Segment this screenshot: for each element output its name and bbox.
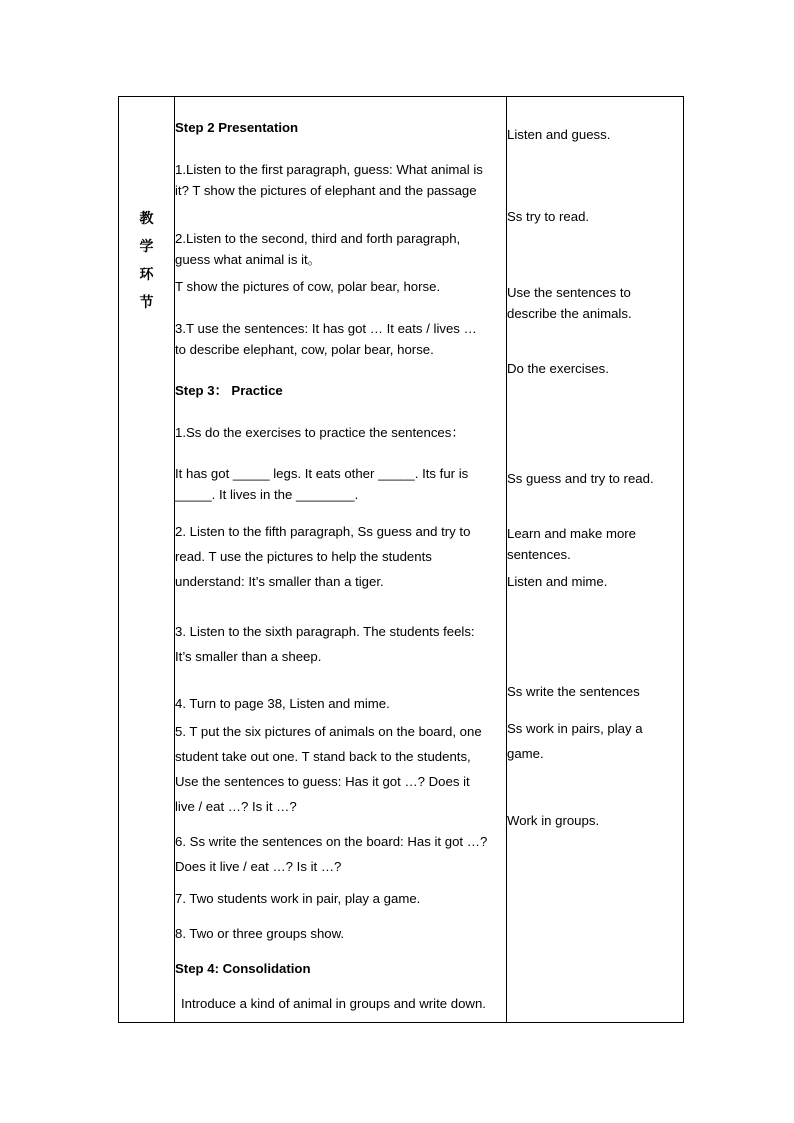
- activity-9: [507, 716, 683, 766]
- step2-heading: Step 2 Presentation: [175, 120, 299, 135]
- text-line: Does it live / eat …? Is it …?: [175, 859, 342, 874]
- section-char: 环: [139, 267, 154, 283]
- step3-item-2: [175, 519, 506, 594]
- step3-item-5: [175, 719, 506, 819]
- section-char: 教: [139, 211, 154, 227]
- step3-item-4: 4. Turn to page 38, Listen and mime.: [175, 696, 390, 711]
- step3-item-8: 8. Two or three groups show.: [175, 926, 345, 941]
- section-char: 节: [139, 295, 154, 311]
- activity-2: Ss try to read.: [507, 209, 590, 224]
- text-line: it? T show the pictures of elephant and the passage: [175, 182, 477, 198]
- text-line: 5. T put the six pictures of animals on the board, one: [175, 724, 482, 739]
- step2-item-3: [175, 319, 506, 360]
- step2-item-1: [175, 160, 506, 201]
- text-line: describe the animals.: [507, 305, 632, 321]
- text-line: It’s smaller than a sheep.: [175, 649, 322, 664]
- step4-item: Introduce a kind of animal in groups and write down.: [181, 996, 486, 1011]
- text-line: sentences.: [507, 546, 571, 562]
- step4-heading: Step 4: Consolidation: [175, 961, 311, 976]
- step3-item-6: [175, 829, 506, 879]
- text-line: read. T use the pictures to help the students: [175, 549, 432, 564]
- activity-7: Listen and mime.: [507, 574, 608, 589]
- step3-heading: Step 3： Practice: [175, 383, 283, 398]
- activity-1: Listen and guess.: [507, 127, 611, 142]
- text-line: 3. Listen to the sixth paragraph. The students feels:: [175, 624, 475, 639]
- activity-6: [507, 524, 683, 565]
- text-line: Use the sentences to: [507, 285, 631, 300]
- lesson-table: [118, 96, 684, 1023]
- text-line: _____. It lives in the ________.: [175, 486, 359, 502]
- text-line: 2. Listen to the fifth paragraph, Ss guess and try to: [175, 524, 471, 539]
- activity-5: Ss guess and try to read.: [507, 471, 654, 486]
- text-line: student take out one. T stand back to the students,: [175, 749, 471, 764]
- step2-item-2-note: T show the pictures of cow, polar bear, horse.: [175, 279, 441, 294]
- step3-item-3: [175, 619, 506, 669]
- text-line: to describe elephant, cow, polar bear, horse.: [175, 341, 434, 357]
- text-line: 6. Ss write the sentences on the board: Has it got …?: [175, 834, 488, 849]
- text-line: 1.Listen to the first paragraph, guess: What animal is: [175, 162, 483, 177]
- activity-3: [507, 283, 683, 324]
- activity-4: Do the exercises.: [507, 361, 609, 376]
- text-line: live / eat …? Is it …?: [175, 799, 297, 814]
- text-line: game.: [507, 746, 544, 761]
- text-line: Use the sentences to guess: Has it got …? Does it: [175, 774, 470, 789]
- text-line: guess what animal is it。: [175, 251, 321, 267]
- activity-10: Work in groups.: [507, 813, 600, 828]
- step3-item-1: 1.Ss do the exercises to practice the sentences：: [175, 425, 465, 440]
- step3-item-1-exercise: [175, 464, 506, 505]
- text-line: It has got _____ legs. It eats other _____. Its fur is: [175, 466, 469, 481]
- section-char: 学: [139, 239, 154, 255]
- text-line: Learn and make more: [507, 526, 637, 541]
- text-line: 2.Listen to the second, third and forth paragraph,: [175, 231, 461, 246]
- section-label-cell: [119, 205, 174, 317]
- text-line: 3.T use the sentences: It has got … It eats / lives …: [175, 321, 477, 336]
- step3-item-7: 7. Two students work in pair, play a game.: [175, 891, 421, 906]
- activity-8: Ss write the sentences: [507, 684, 640, 699]
- text-line: understand: It’s smaller than a tiger.: [175, 574, 384, 589]
- step2-item-2: [175, 229, 506, 270]
- text-line: Ss work in pairs, play a: [507, 721, 643, 736]
